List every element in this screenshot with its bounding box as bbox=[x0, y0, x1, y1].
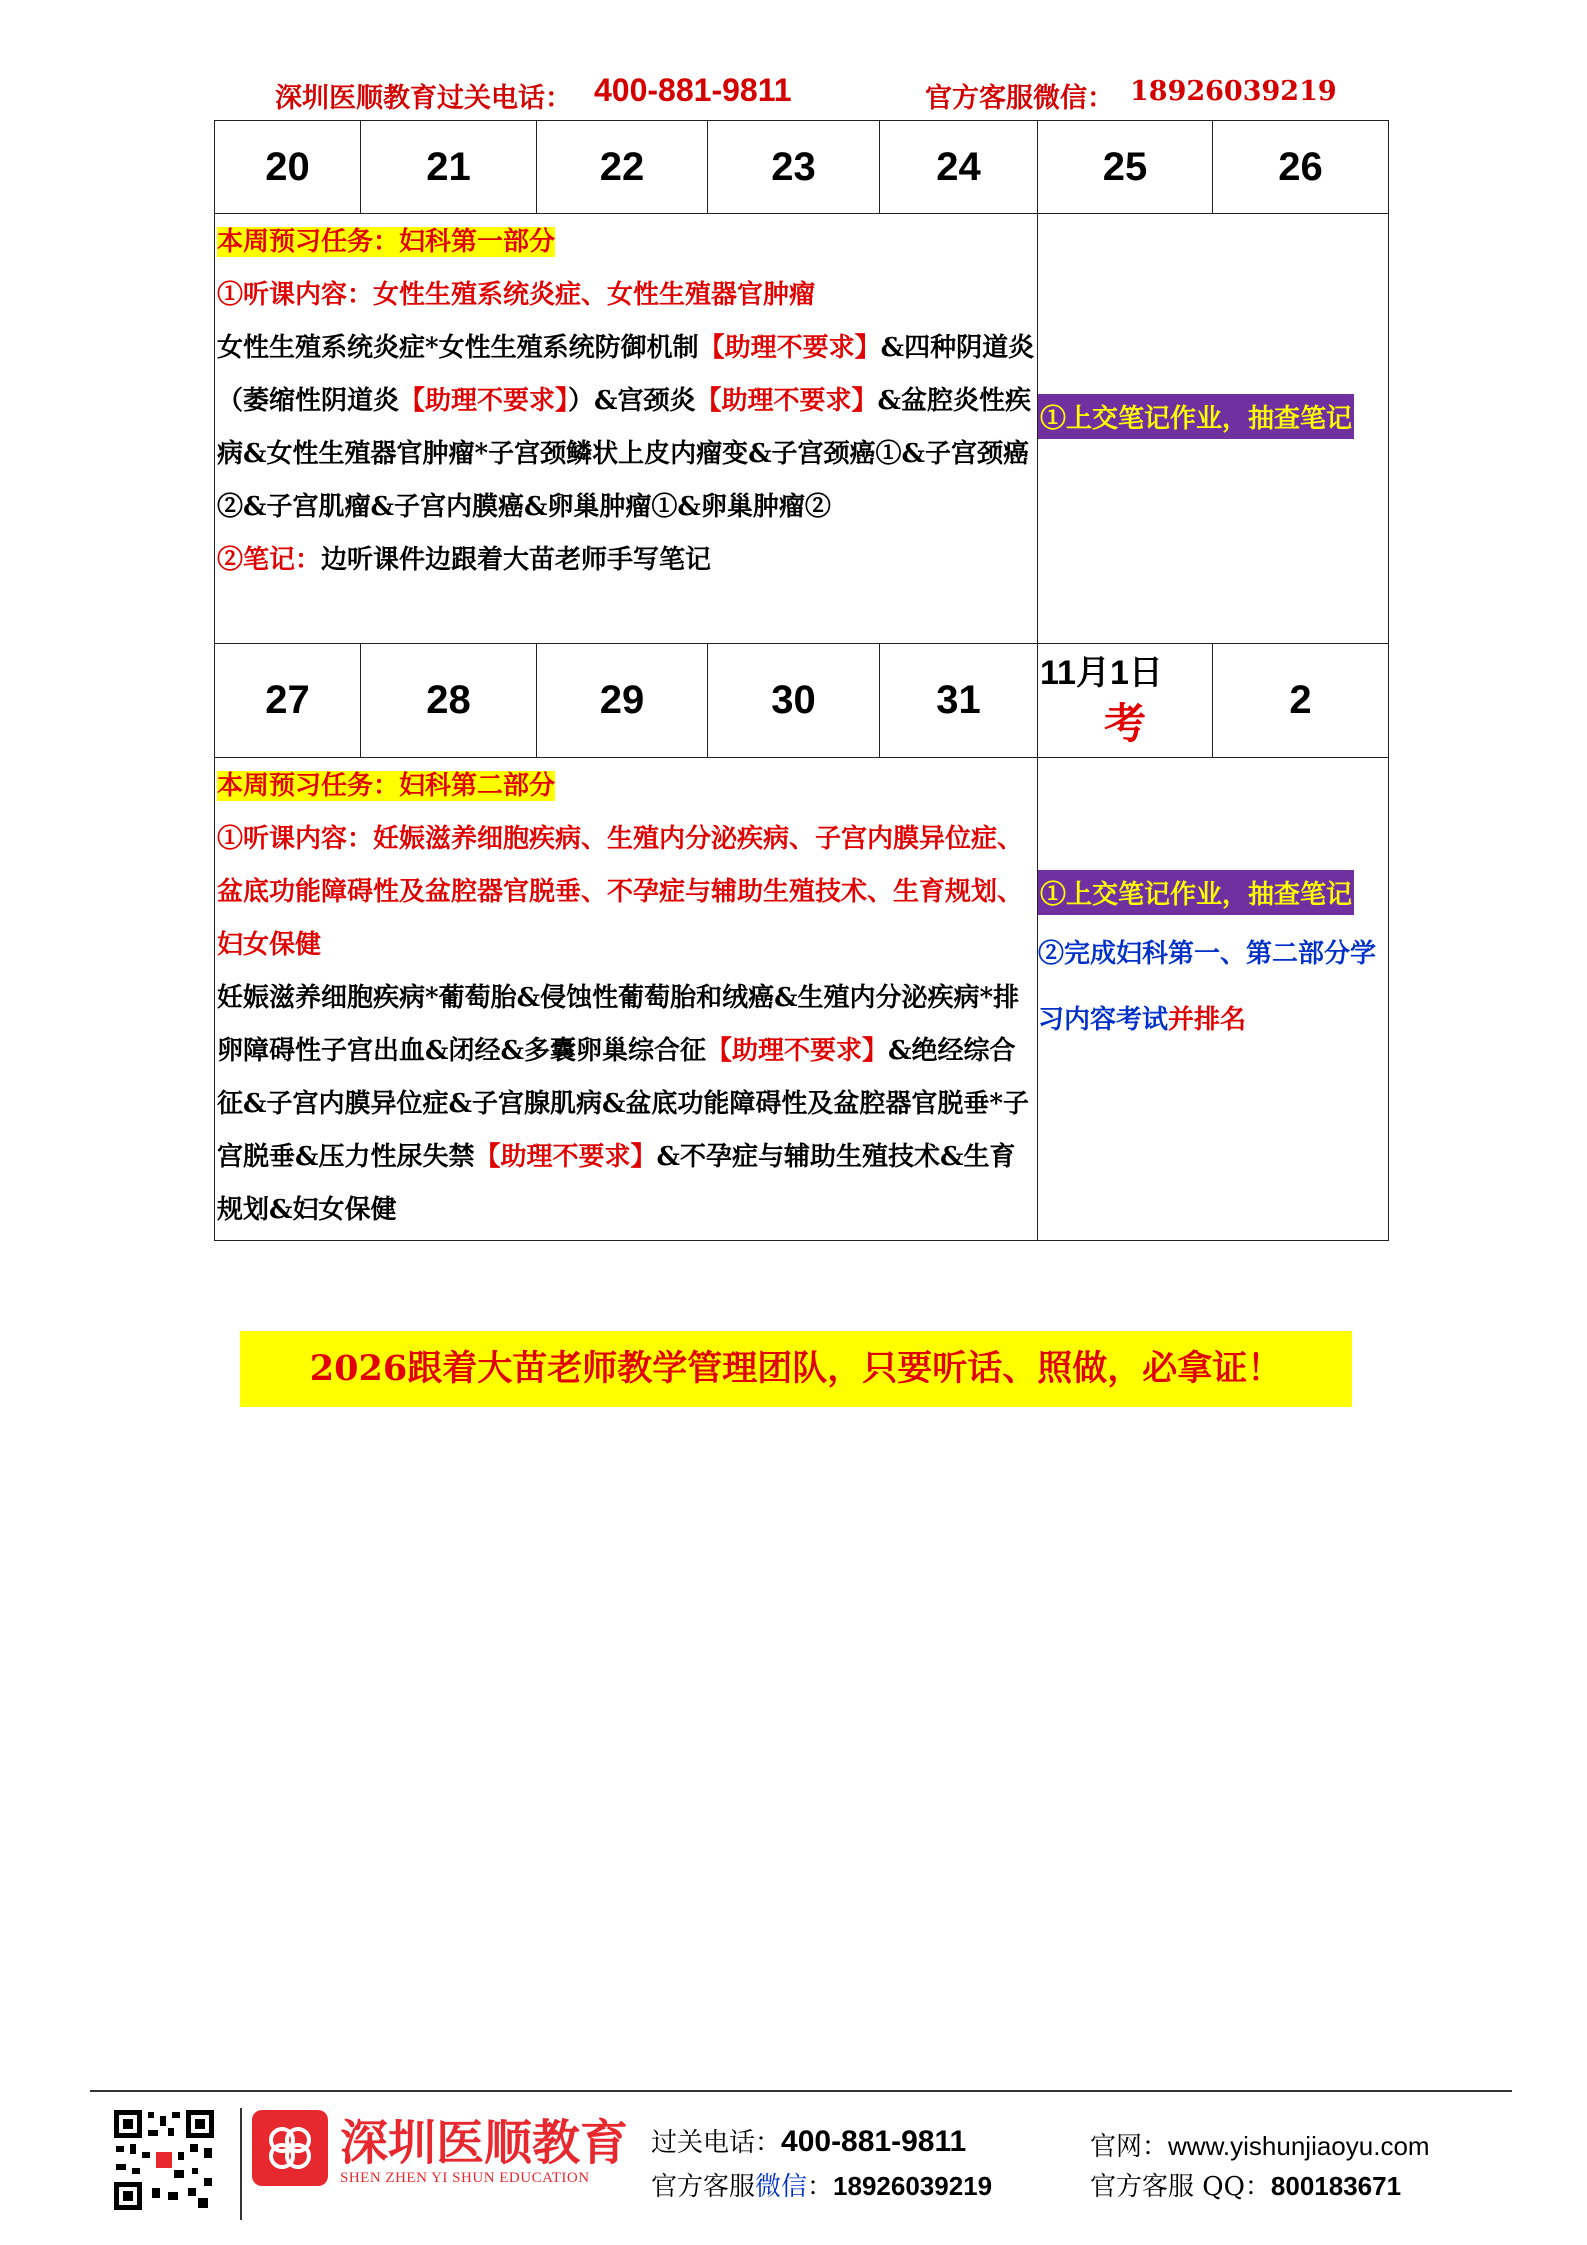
footer-qq-number: 800183671 bbox=[1270, 2171, 1402, 2201]
day-cell: 2 bbox=[1213, 644, 1389, 758]
note-label: ②笔记： bbox=[217, 545, 322, 575]
week1-content-row bbox=[215, 214, 1389, 644]
brand-logo-icon bbox=[252, 2110, 328, 2186]
week1-detail bbox=[217, 322, 1037, 534]
qr-code-icon bbox=[112, 2108, 216, 2212]
detail-text: &四种阴道炎（萎缩性阴道炎 bbox=[217, 333, 1035, 416]
assistant-tag: 【助理不要求】 bbox=[474, 1142, 657, 1172]
detail-text: &绝经综合征&子宫内膜异位症&子宫腺肌病&盆底功能障碍性及盆腔器官脱垂*子宫脱垂&压力性尿失禁 bbox=[217, 1036, 1030, 1172]
header-wechat: 18926039219 bbox=[1130, 76, 1337, 107]
day-cell: 30 bbox=[708, 644, 880, 758]
assistant-tag: 【助理不要求】 bbox=[399, 386, 569, 416]
footer-qq-label: 官方客服 QQ： bbox=[1090, 2172, 1271, 2202]
day-cell: 28 bbox=[361, 644, 537, 758]
day-cell: 25 bbox=[1038, 121, 1213, 214]
week1-task-cell bbox=[215, 214, 1038, 644]
day-cell: 20 bbox=[215, 121, 361, 214]
day-cell: 27 bbox=[215, 644, 361, 758]
header-phone: 400-881-9811 bbox=[594, 72, 792, 108]
footer-brand-name: 深圳医顺教育 bbox=[340, 2115, 629, 2171]
footer-wechat-label: 官方客服 bbox=[651, 2172, 756, 2202]
week1-days-row bbox=[215, 121, 1389, 214]
study-calendar bbox=[214, 120, 1389, 1241]
week2-listen: ①听课内容：妊娠滋养细胞疾病、生殖内分泌疾病、子宫内膜异位症、盆底功能障碍性及盆腔器官脱垂、不孕症与辅助生殖技术、生育规划、妇女保健 bbox=[217, 824, 1024, 960]
exam-task-rank: 并排名 bbox=[1168, 1005, 1247, 1035]
note-text: 边听课件边跟着大苗老师手写笔记 bbox=[321, 545, 712, 575]
exam-mark: 考 bbox=[1103, 698, 1146, 748]
week1-task-text bbox=[215, 214, 1037, 587]
week1-listen: ①听课内容：女性生殖系统炎症、女性生殖器官肿瘤 bbox=[217, 280, 816, 310]
detail-text: &不孕症与辅助生殖技术&生育规划&妇女保健 bbox=[217, 1142, 1016, 1225]
week2-side bbox=[1038, 870, 1388, 1053]
week1-side bbox=[1038, 394, 1388, 439]
footer-separator bbox=[240, 2108, 242, 2220]
footer-site bbox=[1090, 2126, 1430, 2163]
header-wechat-label: 官方客服微信： bbox=[925, 83, 1114, 114]
week1-task-title: 本周预习任务：妇科第一部分 bbox=[217, 227, 556, 257]
day-cell: 31 bbox=[880, 644, 1038, 758]
week2-task-text bbox=[215, 758, 1037, 1237]
footer-wechat-label-blue: 微信 bbox=[755, 2172, 808, 2202]
week2-side-cell bbox=[1038, 758, 1389, 1241]
assistant-tag: 【助理不要求】 bbox=[695, 386, 878, 416]
detail-text: ）&宫颈炎 bbox=[568, 386, 696, 416]
footer-phone-label: 过关电话： bbox=[651, 2128, 782, 2158]
footer-divider bbox=[90, 2090, 1512, 2092]
day-cell: 24 bbox=[880, 121, 1038, 214]
week2-days-row bbox=[215, 644, 1389, 758]
knot-icon bbox=[252, 2110, 328, 2186]
week2-task-title: 本周预习任务：妇科第二部分 bbox=[217, 771, 556, 801]
exam-date: 11月1日 bbox=[1040, 653, 1163, 692]
week1-side-cell bbox=[1038, 214, 1389, 644]
page-header bbox=[0, 70, 1587, 114]
detail-text: 妊娠滋养细胞疾病*葡萄胎&侵蚀性葡萄胎和绒癌&生殖内分泌疾病*排卵障碍性子宫出血&闭经&多囊卵巢综合征 bbox=[217, 983, 1020, 1066]
footer-wechat bbox=[651, 2166, 992, 2203]
week2-task-cell bbox=[215, 758, 1038, 1241]
day-cell: 23 bbox=[708, 121, 880, 214]
week1-note bbox=[217, 534, 1037, 587]
assistant-tag: 【助理不要求】 bbox=[698, 333, 881, 363]
footer-wechat-number: 18926039219 bbox=[833, 2171, 993, 2201]
week2-side-badge: ①上交笔记作业，抽查笔记 bbox=[1038, 870, 1354, 915]
week2-content-row bbox=[215, 758, 1389, 1241]
assistant-tag: 【助理不要求】 bbox=[705, 1036, 888, 1066]
exam-task-text: ②完成妇科第一、第二部分学习内容考试 bbox=[1038, 939, 1377, 1035]
day-cell: 22 bbox=[537, 121, 708, 214]
week1-side-badge: ①上交笔记作业，抽查笔记 bbox=[1038, 394, 1354, 439]
exam-day-cell bbox=[1038, 644, 1213, 758]
footer-phone-number: 400-881-9811 bbox=[781, 2125, 967, 2158]
day-cell: 26 bbox=[1213, 121, 1389, 214]
footer-brand-en: SHEN ZHEN YI SHUN EDUCATION bbox=[340, 2170, 590, 2186]
detail-text: 女性生殖系统炎症*女性生殖系统防御机制 bbox=[217, 333, 699, 363]
footer-qq bbox=[1090, 2166, 1401, 2203]
footer-site-label: 官网： bbox=[1090, 2132, 1169, 2162]
footer-phone bbox=[651, 2122, 966, 2159]
week2-exam-task bbox=[1038, 921, 1388, 1053]
header-phone-label: 深圳医顺教育过关电话： bbox=[275, 83, 572, 114]
detail-text: &盆腔炎性疾病&女性生殖器官肿瘤*子宫颈鳞状上皮内瘤变&子宫颈癌①&子宫颈癌②&子宫肌瘤&子宫内膜癌&卵巢肿瘤①&卵巢肿瘤② bbox=[217, 386, 1032, 522]
footer-site-url[interactable]: www.yishunjiaoyu.com bbox=[1168, 2131, 1430, 2161]
slogan-banner: 2026跟着大苗老师教学管理团队，只要听话、照做，必拿证！ bbox=[240, 1331, 1352, 1407]
week2-detail bbox=[217, 972, 1037, 1237]
day-cell: 21 bbox=[361, 121, 537, 214]
footer-wechat-colon: ： bbox=[807, 2172, 834, 2202]
day-cell: 29 bbox=[537, 644, 708, 758]
